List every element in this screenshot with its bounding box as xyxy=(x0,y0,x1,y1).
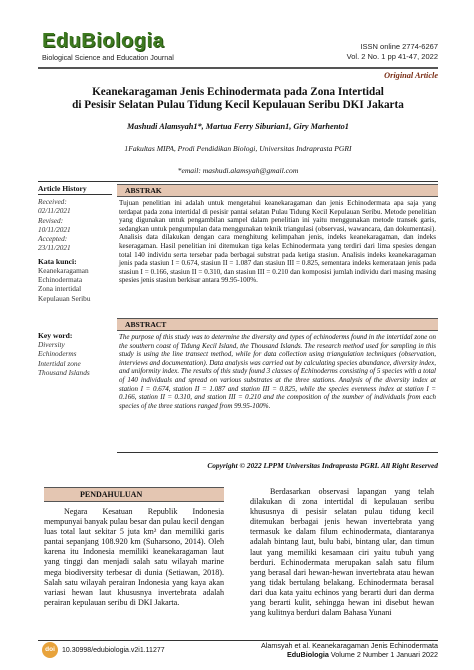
revised-label: Revised: xyxy=(38,215,64,225)
corresponding-email[interactable]: *email: mashudi.alamsyah@gmail.com xyxy=(177,166,299,175)
title-line-2: di Pesisir Selatan Pulau Tidung Kecil Kepulauan Seribu DKI Jakarta xyxy=(72,99,404,111)
keyword-item: Thousand Islands xyxy=(38,367,90,377)
abstract-text: The purpose of this study was to determine the diversity and types of echinoderms found in the intertidal zone on the southern coast of Tidung Kecil Island, the Thousand Islands. The research method used for sampling in this study is using the line transect method, while for data collection using triangulation techniques (observation, interviews and documentation). Data analysis was carried out by calculating species abundance, diversity index, and uniformity index. The results of this study found 3 classes of Echinoderms consisting of 5 species with a total of 140 individuals and spread on various substrates at the three stations. Analysis of the diversity index at station I = 0.674, station II = 1.087 and station III = 0.825, while the species evenness index at station I = 0.166, station II = 0.310, and station III = 0.210 and the composition of the number of individuals from each species of the three stations ranged from 99.95-100%. xyxy=(119,333,436,410)
journal-issue xyxy=(261,650,438,659)
journal-subtitle: Biological Science and Education Journal xyxy=(42,53,174,62)
keyword-item: Diversity xyxy=(38,340,65,349)
doi-link[interactable]: 10.30998/edubiologia.v2i1.11277 xyxy=(62,647,165,654)
accepted-label: Accepted: xyxy=(38,234,68,244)
abstrak-section xyxy=(117,184,438,285)
footer-journal: EduBiologia xyxy=(286,650,329,659)
keyword-item: Intertidal zone xyxy=(38,358,81,368)
article-history xyxy=(38,184,112,303)
abstract-section xyxy=(117,318,438,410)
doi-icon: doi xyxy=(42,642,58,658)
received-date: 02/11/2021 xyxy=(38,206,71,216)
intro-paragraph-2: Berdasarkan observasi lapangan yang telah dilakukan di zona intertidal di kepulauan seribu khususnya di pesisir selatan pulau tidung kecil ditemukan berbagai jenis hewan invertebrata yang termasuk ke dalam filum echinodermata, diantaranya adalah bintang laut, bulu babi, bintang ular, dan timun laut yang memiliki kesamaan ciri yaitu tubuh yang berduri. Echinodermata merupakan salah satu filum yang berasal dari hewan-hewan invertebrata atau hewan yang tidak bertulang belakang. Echinodermata berasal dari dua kata yaitu echinos yang berarti duri dan derma yang berarti kulit, sehingga hewan ini disebut hewan yang kulitnya berduri dalam Bahasa Yunani xyxy=(250,487,434,618)
abstrak-text: Tujuan penelitian ini adalah untuk mengetahui keanekaragaman dan jenis Echinodermata apa saja yang terdapat pada zona intertidal di pesisir pantai selatan Pulau Tidung Kecil Kepulauan Seribu. Metode penelitian yang digunakan untuk pengambilan sampel dalam penelitian ini yaitu menggunakan metode transek garis, sedangkan untuk pengumpulan data menggunakan teknik triangulasi (observasi, wawancara, dan dokumentasi). Analisis data dilakukan dengan cara menghitung kelimpahan jenis, indeks keanekaragaman, dan indeks keseragaman. Hasil penelitian ini ditemukan tiga kelas Echinodermata yang terdiri dari lima spesies dengan total 140 individu serta tersebar pada berbagai substrat pada ketiga stasiun. Analisis indeks keanekaragaman jenis pada stasiun I = 0.674, stasiun II = 1.087 dan stasiun III = 0.825, sementara indeks kemerataan jenis pada stasiun I = 0.166, stasiun II = 0.310, dan stasiun III = 0.210 dan komposisi jumlah individu dari masing masing spesies jenis stasiun berkisar antara 99.95-100%. xyxy=(119,199,436,285)
pendahuluan-heading: PENDAHULUAN xyxy=(44,487,224,502)
copyright: Copyright © 2022 LPPM Universitas Indraprasta PGRI. All Right Reserved xyxy=(207,461,438,470)
kata-kunci-item: Kepulauan Seribu xyxy=(38,293,91,303)
abstract-heading: ABSTRACT xyxy=(117,318,438,331)
paper-title xyxy=(38,86,438,112)
volume-info: Vol. 2 No. 1 pp 41-47, 2022 xyxy=(346,52,438,61)
kata-kunci-item: Zona intertidal xyxy=(38,284,82,294)
footer-issue: Volume 2 Number 1 Januari 2022 xyxy=(330,650,438,659)
abstract-rule xyxy=(117,452,438,453)
journal-logo: EduBiologia xyxy=(42,30,165,52)
accepted-date: 23/11/2021 xyxy=(38,243,71,253)
intro-paragraph: Negara Kesatuan Republik Indonesia mempunyai banyak pulau besar dan pulau kecil dengan luas total laut sekitar 5 juta km² dan memiliki garis pantai sepanjang 108.920 km (Suharsono, 2014). Oleh karena itu Indonesia memiliki keanekaragaman laut yang tinggi dan menjadi salah satu wilayah marine mega biodiversity terbesar di dunia (Setiawan, 2018). Salah satu wilayah perairan Indonesia yang kaya akan variasi hewan laut khususnya invertebrata adalah perairan kepulauan seribu di DKI Jakarta. xyxy=(44,507,224,607)
keywords-block xyxy=(38,327,112,377)
header-rule xyxy=(38,67,438,69)
affiliation: 1Fakultas MIPA, Prodi Pendidikan Biologi, Universitas Indraprasta PGRI xyxy=(124,144,352,153)
title-line-1: Keanekaragaman Jenis Echinodermata pada Zona Intertidal xyxy=(92,86,384,98)
intro-left-column xyxy=(44,507,224,608)
authors: Mashudi Alamsyah1*, Martua Ferry Siburian1, Giry Marhento1 xyxy=(127,122,349,131)
revised-date: 10/11/2021 xyxy=(38,224,71,234)
history-heading: Article History xyxy=(38,184,112,195)
issn: ISSN online 2774-6267 xyxy=(360,42,438,51)
article-type: Original Article xyxy=(384,71,438,80)
kata-kunci-label: Kata kunci: xyxy=(38,256,77,266)
intro-right-column xyxy=(250,487,434,618)
kata-kunci-item: Echinodermata xyxy=(38,275,83,285)
kata-kunci-item: Keanekaragaman xyxy=(38,265,89,275)
keywords-label: Key word: xyxy=(38,331,73,340)
footer-citation xyxy=(261,641,438,659)
issn-block xyxy=(347,42,438,62)
received-label: Received: xyxy=(38,197,67,206)
keyword-item: Echinoderms xyxy=(38,349,77,359)
section-rule xyxy=(38,181,438,182)
citation-text: Alamsyah et al. Keanekaragaman Jenis Echinodermata xyxy=(261,641,438,650)
abstrak-heading: ABSTRAK xyxy=(117,184,438,197)
